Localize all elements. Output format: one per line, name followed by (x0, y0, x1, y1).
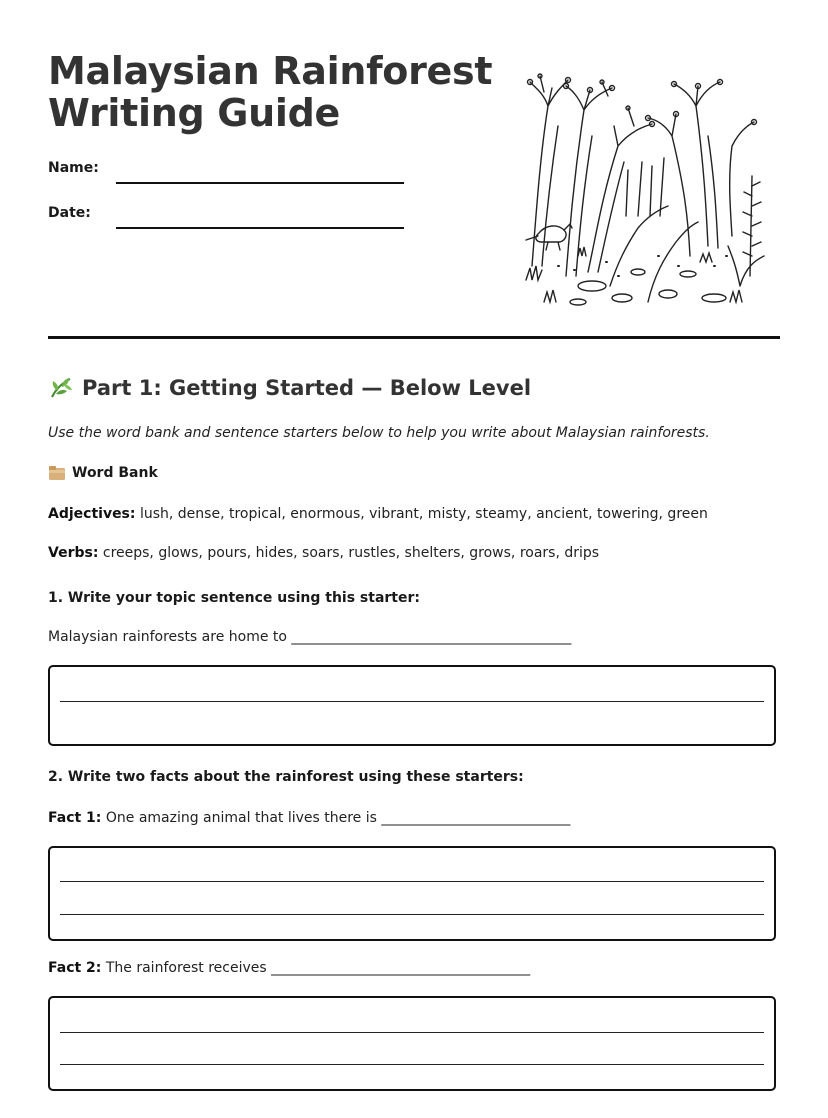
topic-sentence-starter: Malaysian rainforests are home to ________________________________________ (48, 629, 572, 645)
part1-title-text: Part 1: Getting Started — Below Level (82, 376, 532, 400)
leaf-icon (48, 375, 74, 401)
answer-line (60, 914, 764, 915)
rainforest-illustration (518, 66, 780, 312)
question-2: 2. Write two facts about the rainforest using these starters: (48, 769, 524, 785)
date-field[interactable] (48, 205, 408, 229)
fact-2-text: The rainforest receives _____________________________________ (105, 960, 531, 976)
part1-intro: Use the word bank and sentence starters below to help you write about Malaysian rainforests. (48, 425, 710, 441)
date-input-line[interactable] (116, 227, 404, 229)
fact-1-label: Fact 1: (48, 810, 102, 826)
name-input-line[interactable] (116, 182, 404, 184)
answer-line (60, 1064, 764, 1065)
answer-line (60, 881, 764, 882)
adjectives-line (48, 506, 708, 522)
adjectives-label: Adjectives: (48, 506, 136, 522)
page-title (48, 50, 492, 134)
answer-line (60, 701, 764, 702)
fact-2-answer-box[interactable] (48, 996, 776, 1091)
fact-2-starter (48, 960, 530, 976)
adjectives-list: lush, dense, tropical, enormous, vibrant, misty, steamy, ancient, towering, green (139, 506, 708, 522)
fact-1-starter (48, 810, 570, 826)
word-bank-title: Word Bank (72, 465, 158, 481)
title-line-1: Malaysian Rainforest (48, 49, 493, 93)
fact-1-text: One amazing animal that lives there is ___________________________ (105, 810, 571, 826)
verbs-label: Verbs: (48, 545, 99, 561)
fact-2-label: Fact 2: (48, 960, 102, 976)
verbs-line (48, 545, 599, 561)
date-label: Date: (48, 205, 91, 221)
answer-line (60, 1032, 764, 1033)
name-label: Name: (48, 160, 99, 176)
word-bank-heading (48, 465, 158, 481)
verbs-list: creeps, glows, pours, hides, soars, rustles, shelters, grows, roars, drips (102, 545, 600, 561)
topic-sentence-answer-box[interactable] (48, 665, 776, 746)
worksheet-page (48, 0, 780, 1118)
question-1: 1. Write your topic sentence using this starter: (48, 590, 420, 606)
name-field[interactable] (48, 160, 408, 184)
title-line-2: Writing Guide (48, 91, 341, 135)
fact-1-answer-box[interactable] (48, 846, 776, 941)
part1-title (48, 375, 531, 401)
folder-icon (48, 465, 66, 481)
header-divider (48, 336, 780, 339)
